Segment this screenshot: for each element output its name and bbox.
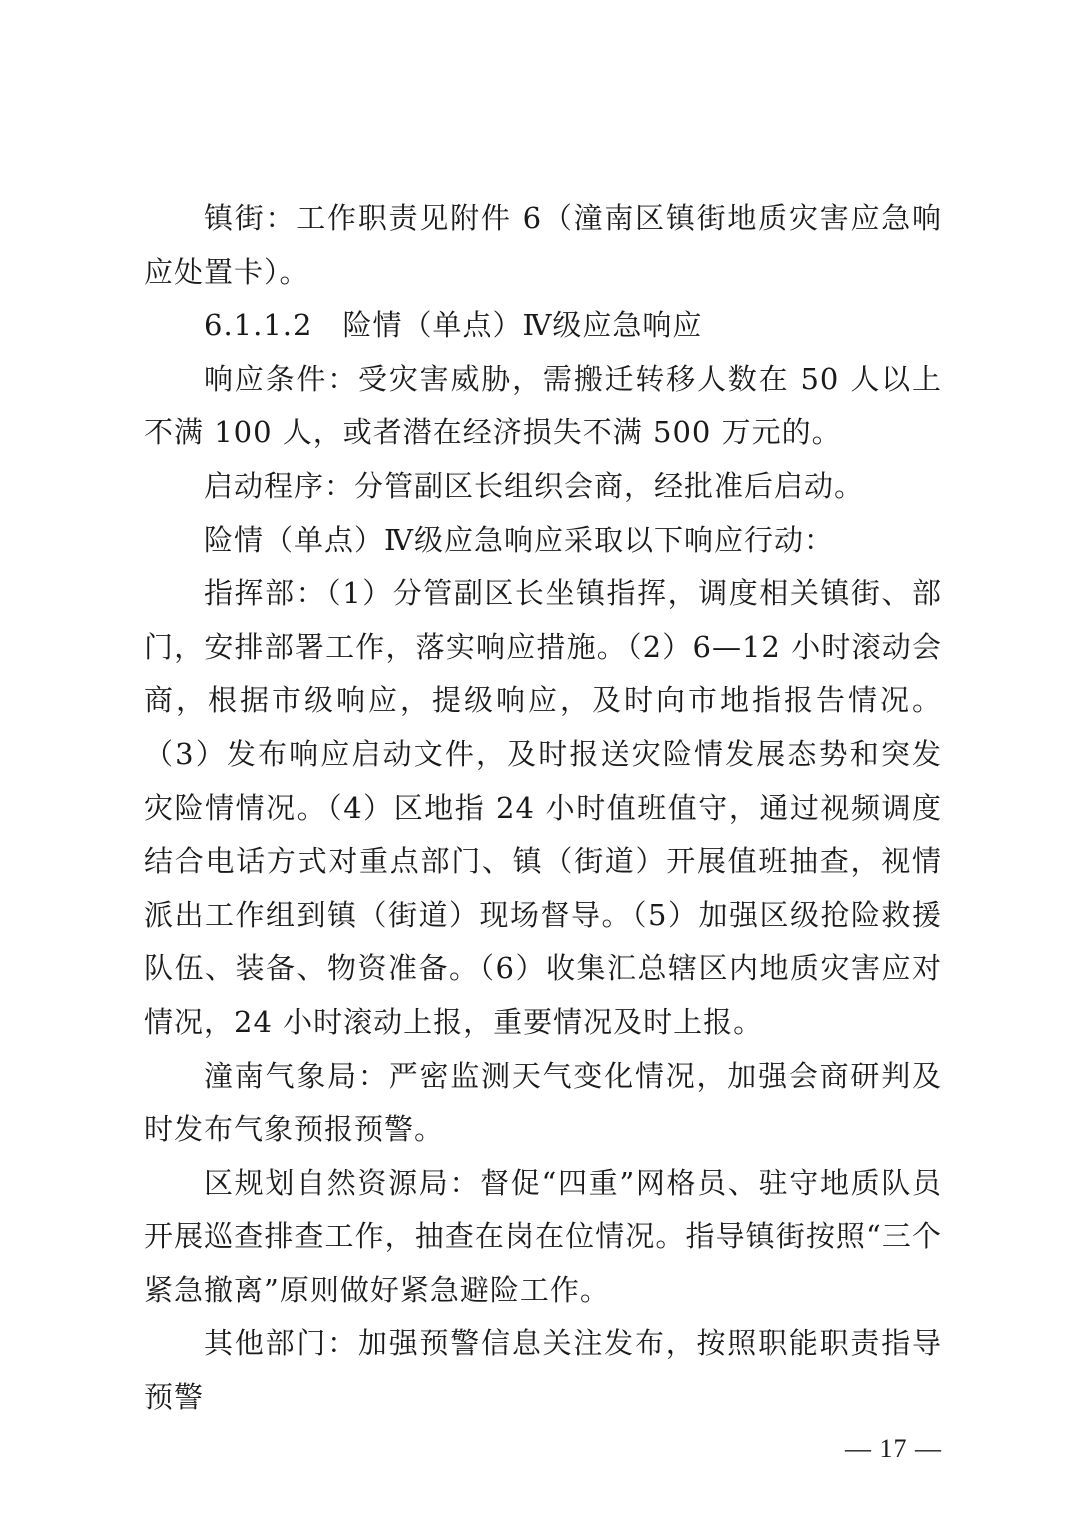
- paragraph-other-departments: 其他部门：加强预警信息关注发布，按照职能职责指导预警: [144, 1326, 942, 1415]
- paragraph-response-conditions: 响应条件：受灾害威胁，需搬迁转移人数在 50 人以上不满 100 人，或者潜在经济损失不满 500 万元的。: [144, 361, 942, 450]
- paragraph-command-center: 指挥部：（1）分管副区长坐镇指挥，调度相关镇街、部门，安排部署工作，落实响应措施。（2）6—12 小时滚动会商，根据市级响应，提级响应，及时向市地指报告情况。（3）发布响应启动文件，及时报送灾险情发展态势和突发灾险情情况。（4）区地指 24 小时值班值守，通过视频调度结合电话方式对重点部门、镇（街道）开展值班抽查，视情派出工作组到镇（街道）现场督导。（5）加强区级抢险救援队伍、装备、物资准备。（6）收集汇总辖区内地质灾害应对情况，24 小时滚动上报，重要情况及时上报。: [144, 576, 942, 1039]
- paragraph-town-duties: 镇街：工作职责见附件 6（潼南区镇街地质灾害应急响应处置卡）。: [144, 201, 942, 289]
- paragraph-planning-resources-bureau: 区规划自然资源局：督促“四重”网格员、驻守地质队员开展巡查排查工作，抽查在岗在位情况。指导镇街按照“三个紧急撤离”原则做好紧急避险工作。: [144, 1165, 942, 1307]
- section-heading-6-1-1-2: 6.1.1.2 险情（单点）Ⅳ级应急响应: [204, 308, 703, 343]
- paragraph-start-procedure: 启动程序：分管副区长组织会商，经批准后启动。: [204, 468, 865, 503]
- body-text: [144, 192, 942, 1425]
- page-number: — 17 —: [845, 1434, 942, 1463]
- paragraph-response-actions-intro: 险情（单点）Ⅳ级应急响应采取以下响应行动：: [204, 522, 834, 557]
- paragraph-meteorological-bureau: 潼南气象局：严密监测天气变化情况，加强会商研判及时发布气象预报预警。: [144, 1058, 942, 1147]
